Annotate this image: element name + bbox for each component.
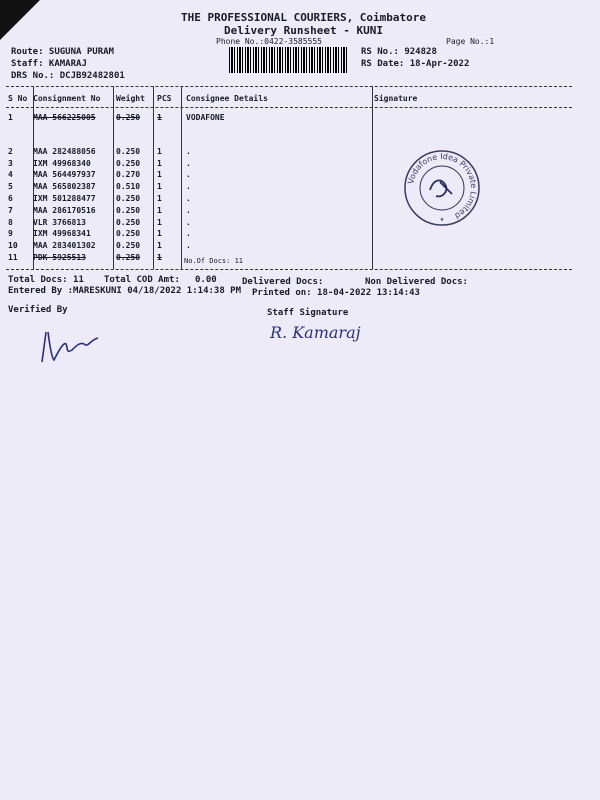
barcode-image: [229, 47, 347, 73]
row-weight: 0.250: [116, 253, 141, 262]
col-header: Consignment No: [33, 94, 101, 103]
row-weight: 0.250: [116, 158, 141, 168]
phone-number: Phone No.:0422-3585555: [216, 37, 322, 46]
total-cod-label: Total COD Amt:: [104, 275, 180, 285]
stamp-scribble: [430, 180, 452, 196]
col-header: Signature: [374, 94, 418, 103]
row-consignee: .: [186, 182, 191, 192]
row-pcs: 1: [157, 146, 162, 156]
scan-corner: [0, 0, 40, 40]
row-consignee: .: [186, 241, 191, 251]
staff-signature: [268, 318, 378, 348]
row-consignment: MAA 564497937: [33, 170, 96, 180]
page-number: Page No.:1: [446, 37, 495, 46]
non-delivered-docs: Non Delivered Docs:: [365, 277, 468, 287]
row-sno: 7: [8, 205, 13, 215]
row-sno: 10: [8, 241, 18, 251]
row-consignee: .: [186, 205, 191, 215]
route: Route: SUGUNA PURAM: [11, 47, 114, 57]
col-header: Consignee Details: [186, 94, 268, 103]
row-sno: 6: [8, 194, 13, 203]
row-consignment: IXM 49968341: [33, 229, 91, 239]
rs-number: RS No.: 924828: [361, 47, 437, 57]
printed-on: Printed on: 18-04-2022 13:14:43: [252, 288, 420, 298]
row-consignment: VLR 3766813: [33, 217, 86, 227]
row-pcs: 1: [157, 229, 162, 239]
row-sno: 5: [8, 182, 13, 192]
total-docs: Total Docs: 11: [8, 275, 84, 285]
row-sno: 4: [8, 170, 13, 180]
svg-text:★: ★: [439, 215, 445, 223]
verified-signature: [30, 318, 110, 368]
row-consignment: MAA 565802387: [33, 182, 96, 192]
row-sno: 2: [8, 146, 13, 156]
table-header-rule: [6, 107, 572, 108]
row-weight: 0.250: [116, 194, 141, 203]
row-consignment: PDK 5925513: [33, 253, 86, 262]
row-pcs: 1: [157, 241, 162, 251]
row-pcs: 1: [157, 170, 162, 180]
row-consignee: VODAFONE: [186, 113, 225, 122]
rs-date: RS Date: 18-Apr-2022: [361, 59, 470, 69]
total-cod-value: 0.00: [195, 275, 217, 285]
row-sno: 11: [8, 253, 18, 262]
col-divider: [113, 86, 114, 269]
row-pcs: 1: [157, 113, 162, 122]
col-header: PCS: [157, 94, 172, 103]
row-consignee: .: [186, 146, 191, 156]
row-consignment: MAA 566225005: [33, 113, 96, 122]
company-title: THE PROFESSIONAL COURIERS, Coimbatore: [181, 11, 427, 24]
row-pcs: 1: [157, 182, 162, 192]
row-consignment: IXM 501288477: [33, 194, 96, 203]
row-consignee: .: [186, 158, 191, 168]
staff-signature-text: R. Kamaraj: [270, 323, 361, 342]
row-pcs: 1: [157, 205, 162, 215]
col-divider: [181, 86, 182, 269]
staff: Staff: KAMARAJ: [11, 59, 87, 69]
no-of-docs: No.Of Docs: 11: [184, 257, 244, 265]
row-weight: 0.250: [116, 229, 141, 239]
row-sno: 3: [8, 158, 13, 168]
row-pcs: 1: [157, 194, 162, 203]
verified-by-label: Verified By: [8, 305, 68, 315]
col-divider: [153, 86, 154, 269]
row-sno: 8: [8, 217, 13, 227]
row-consignment: MAA 282488056: [33, 146, 96, 156]
runsheet-subtitle: Delivery Runsheet - KUNI: [224, 24, 383, 37]
row-consignment: MAA 286170516: [33, 205, 96, 215]
stamp-text: Vodafone Idea Private Limited: [406, 151, 479, 221]
row-pcs: 1: [157, 158, 162, 168]
delivered-docs: Delivered Docs:: [242, 277, 324, 287]
row-weight: 0.250: [116, 146, 141, 156]
row-consignment: IXM 49968340: [33, 158, 91, 168]
company-stamp: [402, 148, 482, 228]
col-header: Weight: [116, 94, 145, 103]
row-pcs: 1: [157, 253, 162, 262]
row-weight: 0.250: [116, 113, 141, 122]
row-weight: 0.270: [116, 170, 141, 180]
row-sno: 1: [8, 113, 13, 122]
table-top-rule: [6, 86, 572, 87]
staff-signature-label: Staff Signature: [267, 308, 349, 318]
row-consignee: .: [186, 229, 191, 239]
row-weight: 0.510: [116, 182, 141, 192]
row-pcs: 1: [157, 217, 162, 227]
entered-by: Entered By :MARESKUNI 04/18/2022 1:14:38 PM: [8, 286, 241, 296]
row-sno: 9: [8, 229, 13, 239]
row-consignee: .: [186, 170, 191, 180]
row-consignee: .: [186, 217, 191, 227]
row-weight: 0.250: [116, 241, 141, 251]
row-weight: 0.250: [116, 217, 141, 227]
row-consignment: MAA 283401302: [33, 241, 96, 251]
row-consignee: .: [186, 194, 191, 203]
col-header: S No: [8, 94, 28, 103]
col-divider: [372, 86, 373, 269]
row-weight: 0.250: [116, 205, 141, 215]
table-bottom-rule: [6, 269, 572, 270]
drs-number: DRS No.: DCJB92482801: [11, 71, 125, 81]
